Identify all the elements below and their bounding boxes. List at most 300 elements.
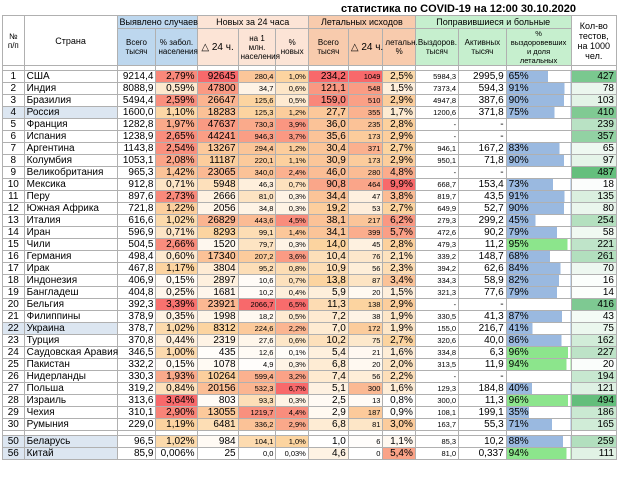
country-name: Бельгия <box>24 299 117 311</box>
death-rate: 2,9% <box>383 131 415 143</box>
tests-per-1000: 121 <box>571 383 616 395</box>
active-cases: 40,0 <box>459 335 507 347</box>
row-number: 11 <box>3 191 25 203</box>
death-rate: 2,8% <box>383 239 415 251</box>
country-name: Мексика <box>24 179 117 191</box>
row-number: 5 <box>3 119 25 131</box>
recovered-percent: 83% <box>506 143 571 155</box>
new-per-million: 34,8 <box>238 203 276 215</box>
recovered-total: 313,5 <box>415 359 458 371</box>
death-rate: 4,8% <box>383 167 415 179</box>
row-number: 12 <box>3 203 25 215</box>
cases-percent: 2,59% <box>156 95 197 107</box>
country-name: Саудовская Аравия <box>24 347 117 359</box>
row-number: 22 <box>3 323 25 335</box>
new-percent: 3,9% <box>276 119 308 131</box>
deaths-24h: 548 <box>348 83 383 95</box>
deaths-total: 5,4 <box>308 347 348 359</box>
row-number: 4 <box>3 107 25 119</box>
recovered-percent <box>506 299 571 311</box>
cases-total: 721,8 <box>117 203 156 215</box>
deaths-24h: 235 <box>348 119 383 131</box>
table-row <box>3 227 617 239</box>
table-row <box>3 83 617 95</box>
deaths-24h: 371 <box>348 143 383 155</box>
new-percent: 1,2% <box>276 107 308 119</box>
new-cases-24h: 47637 <box>197 119 238 131</box>
row-number: 17 <box>3 263 25 275</box>
cases-percent: 1,02% <box>156 323 197 335</box>
new-percent: 1,2% <box>276 143 308 155</box>
recovered-total: 85,3 <box>415 436 458 448</box>
table-row <box>3 275 617 287</box>
recovered-total: - <box>415 167 458 179</box>
recovered-total: 1200,6 <box>415 107 458 119</box>
country-name: Иран <box>24 227 117 239</box>
deaths-total: 11,3 <box>308 299 348 311</box>
row-number: 2 <box>3 83 25 95</box>
new-cases-24h: 984 <box>197 436 238 448</box>
new-per-million: 34,7 <box>238 83 276 95</box>
tests-per-1000: 494 <box>571 395 616 407</box>
deaths-24h: 138 <box>348 299 383 311</box>
page-title: статистика по COVID-19 на 12:00 30.10.2020 <box>341 3 576 15</box>
deaths-total: 6,8 <box>308 419 348 431</box>
row-number: 1 <box>3 71 25 83</box>
new-cases-24h: 20156 <box>197 383 238 395</box>
new-percent: 4,5% <box>276 215 308 227</box>
cases-total: 404,8 <box>117 287 156 299</box>
tests-per-1000: 97 <box>571 155 616 167</box>
country-name: Великобритания <box>24 167 117 179</box>
table-row <box>3 359 617 371</box>
tests-per-1000: 70 <box>571 263 616 275</box>
country-name: Аргентина <box>24 143 117 155</box>
header-deaths-pct: летальн. % <box>383 29 415 66</box>
country-name: Индонезия <box>24 275 117 287</box>
new-cases-24h: 8293 <box>197 227 238 239</box>
death-rate: 1,1% <box>383 436 415 448</box>
tests-per-1000: 221 <box>571 239 616 251</box>
recovered-total: 163,7 <box>415 419 458 431</box>
row-number: 23 <box>3 335 25 347</box>
new-cases-24h: 6481 <box>197 419 238 431</box>
recovered-total: 668,7 <box>415 179 458 191</box>
deaths-total: 10,2 <box>308 335 348 347</box>
cases-total: 332,2 <box>117 359 156 371</box>
country-name: Испания <box>24 131 117 143</box>
row-number: 18 <box>3 275 25 287</box>
death-rate: 2,5% <box>383 71 415 83</box>
death-rate: 1,9% <box>383 323 415 335</box>
death-rate: 5,4% <box>383 448 415 460</box>
new-cases-24h: 47800 <box>197 83 238 95</box>
new-cases-24h: 26647 <box>197 95 238 107</box>
row-number: 8 <box>3 155 25 167</box>
deaths-24h: 75 <box>348 335 383 347</box>
recovered-percent: 82% <box>506 275 571 287</box>
deaths-total: 14,0 <box>308 239 348 251</box>
tests-per-1000: 14 <box>571 287 616 299</box>
header-deaths-group: Летальных исходов <box>308 16 415 29</box>
cases-percent: 1,02% <box>156 436 197 448</box>
active-cases: 299,2 <box>459 215 507 227</box>
country-name: Китай <box>24 448 117 460</box>
recovered-percent: 84% <box>506 263 571 275</box>
new-cases-24h: 2319 <box>197 335 238 347</box>
recovered-total: 321,3 <box>415 287 458 299</box>
tests-per-1000: 43 <box>571 311 616 323</box>
cases-percent: 2,66% <box>156 239 197 251</box>
cases-percent: 2,73% <box>156 191 197 203</box>
death-rate: 9,9% <box>383 179 415 191</box>
tests-per-1000: 58 <box>571 227 616 239</box>
new-per-million: 336,2 <box>238 419 276 431</box>
cases-percent: 1,22% <box>156 203 197 215</box>
cases-percent: 1,02% <box>156 215 197 227</box>
recovered-total: 5984,3 <box>415 71 458 83</box>
tests-per-1000: 135 <box>571 191 616 203</box>
recovered-percent: 45% <box>506 215 571 227</box>
deaths-total: 30,4 <box>308 143 348 155</box>
cases-total: 406,9 <box>117 275 156 287</box>
cases-percent: 0,006% <box>156 448 197 460</box>
table-row <box>3 143 617 155</box>
row-number: 30 <box>3 419 25 431</box>
new-percent: 0,8% <box>276 263 308 275</box>
tests-per-1000: 410 <box>571 107 616 119</box>
cases-percent: 1,42% <box>156 167 197 179</box>
death-rate: 2,7% <box>383 143 415 155</box>
country-name: Нидерланды <box>24 371 117 383</box>
recovered-percent <box>506 167 571 179</box>
header-rec-pct: % выздоровевших и доля летальных <box>506 29 571 66</box>
cases-percent: 0,60% <box>156 251 197 263</box>
cases-total: 912,8 <box>117 179 156 191</box>
new-percent: 2,9% <box>276 419 308 431</box>
deaths-24h: 38 <box>348 311 383 323</box>
country-name: Румыния <box>24 419 117 431</box>
cases-total: 897,6 <box>117 191 156 203</box>
deaths-24h: 217 <box>348 215 383 227</box>
row-number: 15 <box>3 239 25 251</box>
new-percent: 0,6% <box>276 83 308 95</box>
tests-per-1000: 186 <box>571 407 616 419</box>
deaths-total: 27,7 <box>308 107 348 119</box>
row-number: 10 <box>3 179 25 191</box>
cases-percent: 2,79% <box>156 71 197 83</box>
new-per-million: 443,6 <box>238 215 276 227</box>
active-cases: - <box>459 119 507 131</box>
recovered-percent: 96% <box>506 395 571 407</box>
table-row <box>3 203 617 215</box>
new-percent: 6,5% <box>276 299 308 311</box>
deaths-total: 13,8 <box>308 275 348 287</box>
new-percent: 0,3% <box>276 191 308 203</box>
country-name: Ирак <box>24 263 117 275</box>
recovered-percent <box>506 371 571 383</box>
new-per-million: 125,3 <box>238 107 276 119</box>
country-name: Израиль <box>24 395 117 407</box>
new-cases-24h: 25 <box>197 448 238 460</box>
deaths-total: 121,1 <box>308 83 348 95</box>
new-cases-24h: 1078 <box>197 359 238 371</box>
country-name: Южная Африка <box>24 203 117 215</box>
new-per-million: 207,2 <box>238 251 276 263</box>
active-cases: 43,5 <box>459 191 507 203</box>
deaths-total: 10,4 <box>308 251 348 263</box>
deaths-total: 1,0 <box>308 436 348 448</box>
recovered-percent: 91% <box>506 83 571 95</box>
new-percent: 1,0% <box>276 71 308 83</box>
cases-total: 1282,8 <box>117 119 156 131</box>
recovered-percent: 90% <box>506 155 571 167</box>
recovered-percent <box>506 119 571 131</box>
recovered-total: 334,3 <box>415 275 458 287</box>
recovered-total: - <box>415 371 458 383</box>
active-cases: 90,2 <box>459 227 507 239</box>
row-number: 7 <box>3 143 25 155</box>
tests-per-1000: 239 <box>571 119 616 131</box>
deaths-24h: 1049 <box>348 71 383 83</box>
new-cases-24h: 13055 <box>197 407 238 419</box>
tests-per-1000: 227 <box>571 347 616 359</box>
country-name: Италия <box>24 215 117 227</box>
tests-per-1000: 78 <box>571 83 616 95</box>
deaths-24h: 13 <box>348 395 383 407</box>
deaths-24h: 45 <box>348 239 383 251</box>
death-rate: 1,9% <box>383 311 415 323</box>
deaths-24h: 53 <box>348 203 383 215</box>
new-per-million: 532,3 <box>238 383 276 395</box>
header-num: № п/п <box>3 16 25 66</box>
cases-percent: 0,15% <box>156 275 197 287</box>
header-new-pct: % новых <box>276 29 308 66</box>
recovered-percent: 90% <box>506 95 571 107</box>
recovered-percent: 94% <box>506 359 571 371</box>
deaths-24h: 20 <box>348 287 383 299</box>
new-cases-24h: 1998 <box>197 311 238 323</box>
header-new-24: △ 24 ч. <box>197 29 238 66</box>
death-rate: 1,5% <box>383 287 415 299</box>
table-row <box>3 436 617 448</box>
recovered-total: - <box>415 299 458 311</box>
recovered-percent: 71% <box>506 419 571 431</box>
table-row <box>3 311 617 323</box>
new-cases-24h: 5948 <box>197 179 238 191</box>
table-row <box>3 371 617 383</box>
new-percent: 4,4% <box>276 407 308 419</box>
cases-total: 1053,1 <box>117 155 156 167</box>
new-cases-24h: 1681 <box>197 287 238 299</box>
cases-total: 467,8 <box>117 263 156 275</box>
active-cases: 594,3 <box>459 83 507 95</box>
active-cases: 52,7 <box>459 203 507 215</box>
tests-per-1000: 75 <box>571 323 616 335</box>
death-rate: 2,8% <box>383 119 415 131</box>
death-rate: 2,9% <box>383 299 415 311</box>
recovered-total: 320,6 <box>415 335 458 347</box>
active-cases: - <box>459 131 507 143</box>
table-row <box>3 448 617 460</box>
header-cases-pct: % забол. населения <box>156 29 197 66</box>
new-per-million: 10,6 <box>238 275 276 287</box>
death-rate: 2,0% <box>383 359 415 371</box>
recovered-total: - <box>415 119 458 131</box>
table-row <box>3 263 617 275</box>
deaths-total: 6,8 <box>308 359 348 371</box>
new-cases-24h: 18283 <box>197 107 238 119</box>
new-per-million: 125,6 <box>238 95 276 107</box>
deaths-total: 34,4 <box>308 191 348 203</box>
new-per-million: 10,2 <box>238 287 276 299</box>
active-cases: 148,7 <box>459 251 507 263</box>
new-per-million: 0,0 <box>238 448 276 460</box>
tests-per-1000: 18 <box>571 179 616 191</box>
deaths-total: 5,9 <box>308 287 348 299</box>
death-rate: 0,8% <box>383 395 415 407</box>
active-cases: 62,6 <box>459 263 507 275</box>
new-cases-24h: 44241 <box>197 131 238 143</box>
new-per-million: 4,9 <box>238 359 276 371</box>
deaths-total: 7,0 <box>308 323 348 335</box>
cases-total: 96,5 <box>117 436 156 448</box>
death-rate: 2,7% <box>383 335 415 347</box>
deaths-total: 7,2 <box>308 311 348 323</box>
deaths-total: 34,1 <box>308 227 348 239</box>
new-per-million: 81,0 <box>238 191 276 203</box>
death-rate: 1,6% <box>383 383 415 395</box>
new-cases-24h: 17340 <box>197 251 238 263</box>
new-cases-24h: 435 <box>197 347 238 359</box>
deaths-24h: 56 <box>348 263 383 275</box>
new-percent: 0,5% <box>276 311 308 323</box>
table-row <box>3 287 617 299</box>
deaths-24h: 173 <box>348 155 383 167</box>
active-cases: 199,1 <box>459 407 507 419</box>
deaths-total: 234,2 <box>308 71 348 83</box>
new-percent: 3,6% <box>276 251 308 263</box>
new-cases-24h: 2056 <box>197 203 238 215</box>
table-row <box>3 167 617 179</box>
recovered-total: 479,3 <box>415 239 458 251</box>
cases-total: 498,4 <box>117 251 156 263</box>
row-number: 16 <box>3 251 25 263</box>
cases-total: 5494,4 <box>117 95 156 107</box>
deaths-total: 30,9 <box>308 155 348 167</box>
deaths-total: 36,0 <box>308 119 348 131</box>
new-percent: 1,1% <box>276 155 308 167</box>
cases-total: 85,9 <box>117 448 156 460</box>
row-number: 14 <box>3 227 25 239</box>
active-cases: 55,3 <box>459 419 507 431</box>
new-cases-24h: 3804 <box>197 263 238 275</box>
deaths-total: 7,4 <box>308 371 348 383</box>
recovered-percent: 35% <box>506 407 571 419</box>
country-name: Германия <box>24 251 117 263</box>
active-cases: 77,6 <box>459 287 507 299</box>
cases-total: 1600,0 <box>117 107 156 119</box>
death-rate: 5,7% <box>383 227 415 239</box>
deaths-24h: 21 <box>348 347 383 359</box>
header-deaths-24: △ 24 ч. <box>348 29 383 66</box>
row-number: 26 <box>3 371 25 383</box>
recovered-total: 279,3 <box>415 215 458 227</box>
table-row <box>3 131 617 143</box>
new-percent: 0,03% <box>276 448 308 460</box>
recovered-total: 300,0 <box>415 395 458 407</box>
new-percent: 1,4% <box>276 227 308 239</box>
new-percent: 3,2% <box>276 371 308 383</box>
country-name: Франция <box>24 119 117 131</box>
country-name: Украина <box>24 323 117 335</box>
country-name: Польша <box>24 383 117 395</box>
new-per-million: 27,6 <box>238 335 276 347</box>
header-tests: Кол-во тестов, на 1000 чел. <box>571 16 616 66</box>
recovered-total: 108,1 <box>415 407 458 419</box>
deaths-total: 4,6 <box>308 448 348 460</box>
header-recovered-group: Поправившиеся и больные <box>415 16 571 29</box>
new-percent: 2,4% <box>276 167 308 179</box>
recovered-total: - <box>415 131 458 143</box>
tests-per-1000: 80 <box>571 203 616 215</box>
recovered-percent: 40% <box>506 383 571 395</box>
tests-per-1000: 427 <box>571 71 616 83</box>
deaths-24h: 81 <box>348 419 383 431</box>
cases-percent: 0,59% <box>156 83 197 95</box>
cases-percent: 2,54% <box>156 143 197 155</box>
new-percent: 3,7% <box>276 131 308 143</box>
death-rate: 2,9% <box>383 155 415 167</box>
new-cases-24h: 803 <box>197 395 238 407</box>
recovered-percent: 65% <box>506 71 571 83</box>
new-percent: 1,0% <box>276 436 308 448</box>
deaths-24h: 187 <box>348 407 383 419</box>
country-name: Перу <box>24 191 117 203</box>
death-rate: 2,7% <box>383 203 415 215</box>
table-row <box>3 251 617 263</box>
new-percent: 0,7% <box>276 179 308 191</box>
cases-total: 378,9 <box>117 311 156 323</box>
recovered-percent: 95% <box>506 239 571 251</box>
tests-per-1000: 254 <box>571 215 616 227</box>
active-cases: 10,2 <box>459 436 507 448</box>
cases-total: 310,1 <box>117 407 156 419</box>
new-per-million: 1219,7 <box>238 407 276 419</box>
recovered-total: 394,2 <box>415 263 458 275</box>
tests-per-1000: 259 <box>571 436 616 448</box>
death-rate: 6,2% <box>383 215 415 227</box>
country-name: Индия <box>24 83 117 95</box>
deaths-24h: 20 <box>348 359 383 371</box>
new-per-million: 280,4 <box>238 71 276 83</box>
row-number: 29 <box>3 407 25 419</box>
new-per-million: 599,4 <box>238 371 276 383</box>
table-row <box>3 179 617 191</box>
new-percent: 0,3% <box>276 395 308 407</box>
new-cases-24h: 1520 <box>197 239 238 251</box>
recovered-total: 472,6 <box>415 227 458 239</box>
row-number: 28 <box>3 395 25 407</box>
new-per-million: 730,3 <box>238 119 276 131</box>
cases-percent: 1,19% <box>156 419 197 431</box>
country-name: Чехия <box>24 407 117 419</box>
table-row <box>3 323 617 335</box>
row-number: 56 <box>3 448 25 460</box>
active-cases: 371,8 <box>459 107 507 119</box>
new-per-million: 946,3 <box>238 131 276 143</box>
country-name: Беларусь <box>24 436 117 448</box>
